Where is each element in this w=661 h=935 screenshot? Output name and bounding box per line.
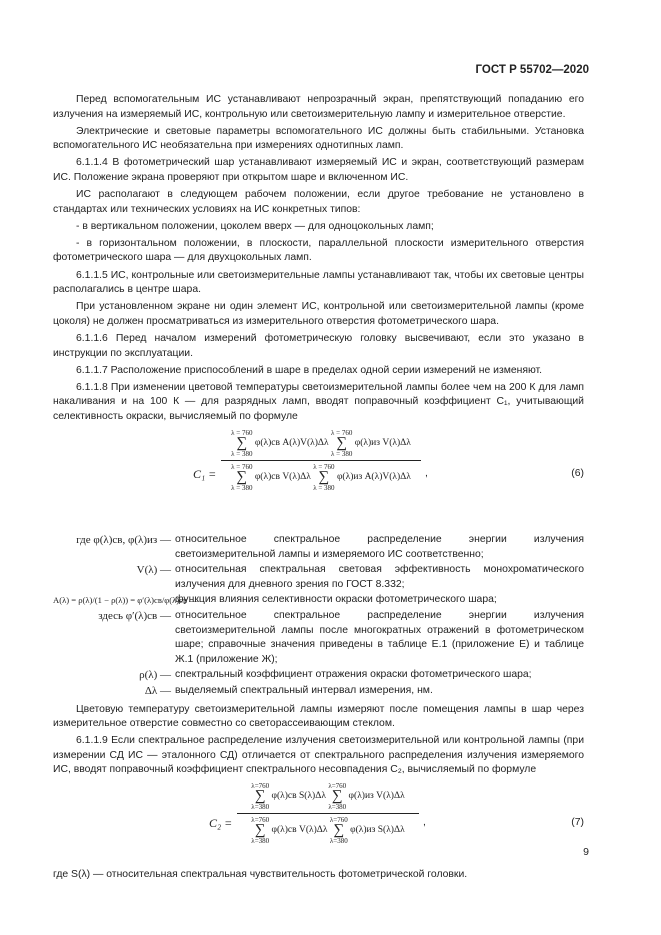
paragraph: 6.1.1.4 В фотометрический шар устанавливают измеряемый ИС и экран, соответствующий размерам ИС. Положение экрана проверяют при открытом шаре и включенном ИС. xyxy=(53,157,584,183)
paragraph: 6.1.1.7 Расположение приспособлений в шаре в пределах одной серии измерений не изменяют. xyxy=(76,364,543,376)
paragraph: При установленном экране ни один элемент ИС, контрольной или светоизмерительной лампы (кроме цоколя) не должен просматриваться из измерительного отверстия фотометрического шара. xyxy=(53,301,584,327)
sum-symbol: λ = 760 ∑ λ = 380 xyxy=(331,428,353,458)
paragraph: - в вертикальном положении, цоколем вверх — для одноцокольных ламп; xyxy=(76,220,434,232)
sum-symbol: λ=760 ∑ λ=380 xyxy=(251,782,270,812)
paragraph: ИС располагают в следующем рабочем положении, если другое требование не установлено в стандартах или технических условиях на ИС конкретных типов: xyxy=(53,189,584,215)
definition-text: функция влияния селективности окраски фотометрического шара; xyxy=(175,594,497,606)
definition-item xyxy=(53,684,584,699)
sum-symbol: λ = 760 ∑ λ = 380 xyxy=(313,462,335,492)
formula-7: C₂ = λ=760 ∑ λ=380 φ(λ)св S(λ)Δλ λ=760 ∑ λ=380 φ(λ)из V(λ)Δλ λ=760 ∑ λ=380 φ(λ)св V(λ)Δλ λ=760 ∑ λ=380 φ(λ)из S(λ)Δλ , (7) xyxy=(209,782,584,846)
definition-symbol: A(λ) = ρ(λ)/(1 − ρ(λ)) = φ′(λ)св/φ(λ)св — xyxy=(53,595,198,606)
formula-term: φ(λ)из A(λ)V(λ)Δλ xyxy=(336,472,411,483)
formula-fraction xyxy=(237,782,419,845)
document-body xyxy=(53,93,584,886)
paragraph: - в горизонтальном положении, в плоскости, параллельной плоскости измерительного отверстия фотометрического шара — для двухцокольных ламп. xyxy=(53,237,584,264)
definition-item xyxy=(53,668,584,683)
formula-term: φ(λ)из S(λ)Δλ xyxy=(350,825,405,836)
definition-symbol: где φ(λ)св, φ(λ)из — xyxy=(76,533,171,546)
sum-symbol: λ=760 ∑ λ=380 xyxy=(251,816,270,846)
formula-term: φ(λ)св V(λ)Δλ xyxy=(254,472,311,483)
definition-item xyxy=(53,563,584,592)
paragraph: Перед вспомогательным ИС устанавливают непрозрачный экран, препятствующий попаданию его излучения на измеряемый ИС, контрольную или светоизмерительную лампу и измерительное отверстие. xyxy=(53,94,584,120)
paragraph: где S(λ) — относительная спектральная чувствительность фотометрической головки. xyxy=(53,869,468,881)
formula-term: φ(λ)из V(λ)Δλ xyxy=(348,791,405,802)
page-number: 9 xyxy=(583,846,589,858)
paragraph: 6.1.1.5 ИС, контрольные или светоизмерительные лампы устанавливают так, чтобы их световые центры располагались в центре шара. xyxy=(53,269,584,296)
paragraph: Электрические и световые параметры вспомогательного ИС должны быть стабильными. Установка вспомогательного ИС необязательна при измерениях однотипных ламп. xyxy=(53,125,584,152)
definition-text: спектральный коэффициент отражения окраски фотометрического шара; xyxy=(175,669,532,681)
definition-item xyxy=(53,533,584,562)
sum-symbol: λ = 760 ∑ λ = 380 xyxy=(231,462,253,492)
formula-term: φ(λ)из V(λ)Δλ xyxy=(354,438,411,449)
definition-text: выделяемый спектральный интервал измерения, нм. xyxy=(175,684,433,696)
document-header: ГОСТ Р 55702—2020 xyxy=(475,64,589,76)
definition-item xyxy=(53,609,584,667)
definition-text: относительная спектральная световая эффективность монохроматического излучения для дневного зрения по ГОСТ 8.332; xyxy=(175,564,584,590)
paragraph: 6.1.1.8 При изменении цветовой температуры светоизмерительной лампы более чем на 200 К для ламп накаливания и на 100 К — для разрядных ламп, вводят поправочный коэффициент C₁, учитывающий селективность окраски, вычисляемый по формуле xyxy=(53,381,584,422)
formula-term: φ(λ)св A(λ)V(λ)Δλ xyxy=(254,438,329,449)
formula-term: φ(λ)св V(λ)Δλ xyxy=(271,825,328,836)
definition-text: относительное спектральное распределение энергии излучения светоизмерительной лампы после многократных отражений в фотометрическом шаре; справочные значения приведены в таблице Е.1 (приложение Е) и таблице Ж.1 (приложение Ж); xyxy=(175,609,584,665)
formula-6: C₁ = λ = 760 ∑ λ = 380 φ(λ)св A(λ)V(λ)Δλ λ = 760 ∑ λ = 380 φ(λ)из V(λ)Δλ λ = 760 ∑ λ = 380 φ(λ)св V(λ)Δλ λ = 760 ∑ λ = 380 φ(λ)из A(λ)V(λ)Δλ , (6) xyxy=(193,428,584,492)
equation-number: (6) xyxy=(571,467,584,479)
definition-symbol: V(λ) — xyxy=(136,564,171,577)
sum-symbol: λ=760 ∑ λ=380 xyxy=(328,782,347,812)
equation-number: (7) xyxy=(571,817,584,829)
definitions-list xyxy=(53,533,584,699)
paragraph: 6.1.1.9 Если спектральное распределение излучения светоизмерительной или контрольной лампы (при измерении СД ИС — эталонного СД) отличается от спектрального распределения излучения измеряемого ИС, вводят поправочный коэффициент спектрального несовпадения C₂, вычисляемый по формуле xyxy=(53,735,584,776)
sum-symbol: λ = 760 ∑ λ = 380 xyxy=(231,428,253,458)
definition-text: относительное спектральное распределение энергии излучения светоизмерительной лампы и измеряемого ИС соответственно; xyxy=(175,533,584,560)
formula-term: φ(λ)св S(λ)Δλ xyxy=(271,791,326,802)
definition-symbol: Δλ — xyxy=(144,684,171,697)
sum-symbol: λ=760 ∑ λ=380 xyxy=(329,816,348,846)
formula-fraction xyxy=(221,429,421,492)
paragraph: 6.1.1.6 Перед началом измерений фотометрическую головку высвечивают, если это указано в инструкции по эксплуатации. xyxy=(53,332,584,359)
formula-lhs: C₂ = xyxy=(209,816,233,831)
definition-symbol: здесь φ′(λ)св — xyxy=(98,609,171,622)
paragraph: Цветовую температуру светоизмерительной лампы измеряют после помещения лампы в шар через измерительное отверстие совместно со светорассеивающим стеклом. xyxy=(53,703,584,730)
definition-item xyxy=(53,593,584,608)
definition-symbol: ρ(λ) — xyxy=(139,669,171,682)
formula-lhs: C₁ = xyxy=(193,466,217,481)
